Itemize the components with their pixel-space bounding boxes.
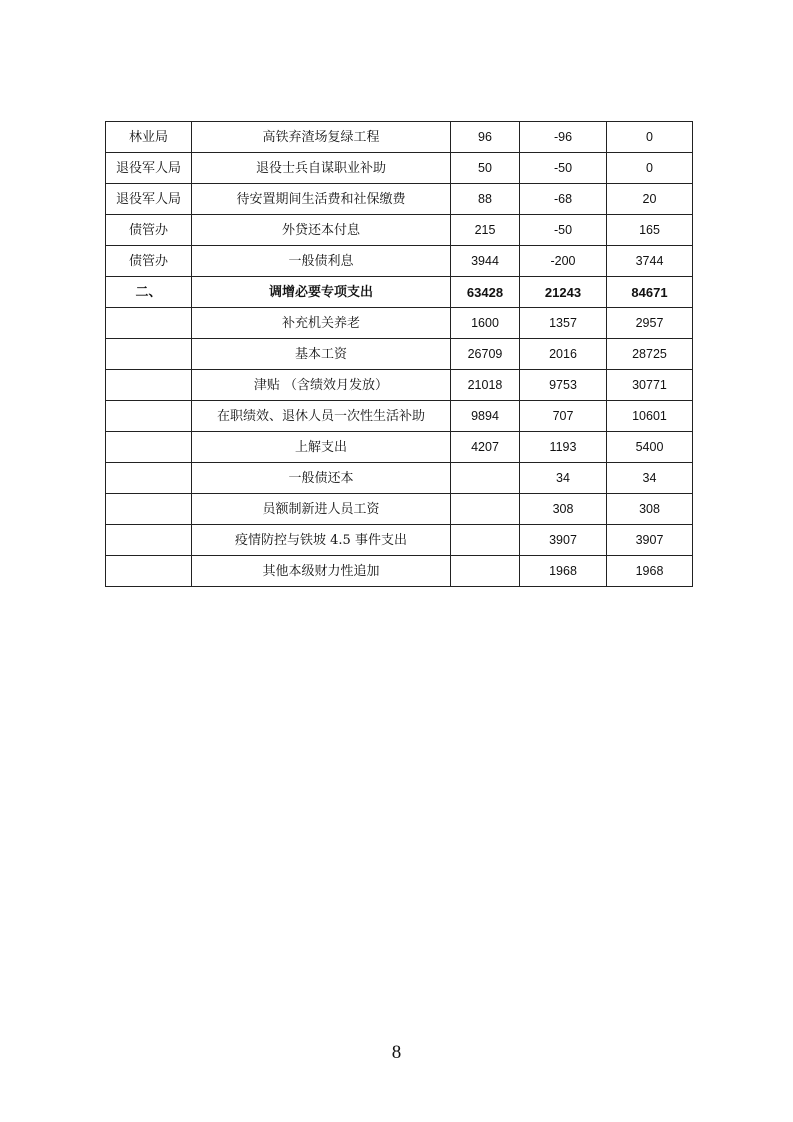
table-row: [106, 432, 693, 463]
department-cell: 二、: [106, 277, 192, 308]
adjustment-cell: 3907: [520, 525, 607, 556]
item-cell: 员额制新进人员工资: [192, 494, 451, 525]
table-row: [106, 401, 693, 432]
adjustment-cell: -50: [520, 153, 607, 184]
department-cell: [106, 339, 192, 370]
adjusted-total-cell: 28725: [607, 339, 693, 370]
item-cell: 补充机关养老: [192, 308, 451, 339]
department-cell: [106, 401, 192, 432]
item-cell: 一般债还本: [192, 463, 451, 494]
table-row: [106, 463, 693, 494]
adjustment-cell: 707: [520, 401, 607, 432]
base-amount-cell: 1600: [451, 308, 520, 339]
table-row: [106, 494, 693, 525]
adjusted-total-cell: 0: [607, 153, 693, 184]
table-row: [106, 122, 693, 153]
base-amount-cell: [451, 556, 520, 587]
adjustment-cell: -50: [520, 215, 607, 246]
table-row: [106, 339, 693, 370]
item-cell: 一般债利息: [192, 246, 451, 277]
item-cell: 基本工资: [192, 339, 451, 370]
adjustment-cell: 2016: [520, 339, 607, 370]
table-row: [106, 215, 693, 246]
item-cell: 津贴 （含绩效月发放）: [192, 370, 451, 401]
base-amount-cell: 3944: [451, 246, 520, 277]
department-cell: [106, 463, 192, 494]
adjustment-cell: -68: [520, 184, 607, 215]
adjusted-total-cell: 165: [607, 215, 693, 246]
adjustment-cell: -96: [520, 122, 607, 153]
adjusted-total-cell: 34: [607, 463, 693, 494]
adjusted-total-cell: 20: [607, 184, 693, 215]
table-row: [106, 184, 693, 215]
base-amount-cell: 26709: [451, 339, 520, 370]
adjustment-cell: 1968: [520, 556, 607, 587]
department-cell: [106, 432, 192, 463]
adjusted-total-cell: 30771: [607, 370, 693, 401]
table-row: [106, 525, 693, 556]
department-cell: [106, 556, 192, 587]
budget-table: [105, 121, 693, 587]
item-cell: 其他本级财力性追加: [192, 556, 451, 587]
base-amount-cell: 50: [451, 153, 520, 184]
department-cell: 债管办: [106, 246, 192, 277]
table-row: [106, 153, 693, 184]
table-row: [106, 370, 693, 401]
base-amount-cell: [451, 494, 520, 525]
item-cell: 外贷还本付息: [192, 215, 451, 246]
department-cell: 退役军人局: [106, 184, 192, 215]
item-cell: 疫情防控与铁坡 4.5 事件支出: [192, 525, 451, 556]
base-amount-cell: 4207: [451, 432, 520, 463]
adjusted-total-cell: 10601: [607, 401, 693, 432]
adjusted-total-cell: 84671: [607, 277, 693, 308]
base-amount-cell: 88: [451, 184, 520, 215]
budget-table-body: [106, 122, 693, 587]
department-cell: 债管办: [106, 215, 192, 246]
table-row: [106, 308, 693, 339]
item-cell: 调增必要专项支出: [192, 277, 451, 308]
department-cell: [106, 494, 192, 525]
base-amount-cell: 21018: [451, 370, 520, 401]
base-amount-cell: [451, 525, 520, 556]
item-cell: 在职绩效、退休人员一次性生活补助: [192, 401, 451, 432]
adjustment-cell: 9753: [520, 370, 607, 401]
base-amount-cell: 215: [451, 215, 520, 246]
item-cell: 退役士兵自谋职业补助: [192, 153, 451, 184]
base-amount-cell: [451, 463, 520, 494]
adjusted-total-cell: 1968: [607, 556, 693, 587]
adjusted-total-cell: 3744: [607, 246, 693, 277]
adjustment-cell: 34: [520, 463, 607, 494]
adjusted-total-cell: 5400: [607, 432, 693, 463]
item-cell: 待安置期间生活费和社保缴费: [192, 184, 451, 215]
base-amount-cell: 96: [451, 122, 520, 153]
adjusted-total-cell: 0: [607, 122, 693, 153]
table-row: [106, 277, 693, 308]
adjustment-cell: 1357: [520, 308, 607, 339]
base-amount-cell: 63428: [451, 277, 520, 308]
adjustment-cell: 1193: [520, 432, 607, 463]
department-cell: [106, 525, 192, 556]
department-cell: 林业局: [106, 122, 192, 153]
item-cell: 上解支出: [192, 432, 451, 463]
adjusted-total-cell: 2957: [607, 308, 693, 339]
adjustment-cell: -200: [520, 246, 607, 277]
department-cell: [106, 308, 192, 339]
adjusted-total-cell: 3907: [607, 525, 693, 556]
adjustment-cell: 21243: [520, 277, 607, 308]
table-row: [106, 246, 693, 277]
table-row: [106, 556, 693, 587]
page-number: 8: [391, 1042, 402, 1063]
adjustment-cell: 308: [520, 494, 607, 525]
department-cell: [106, 370, 192, 401]
department-cell: 退役军人局: [106, 153, 192, 184]
adjusted-total-cell: 308: [607, 494, 693, 525]
item-cell: 高铁弃渣场复绿工程: [192, 122, 451, 153]
base-amount-cell: 9894: [451, 401, 520, 432]
